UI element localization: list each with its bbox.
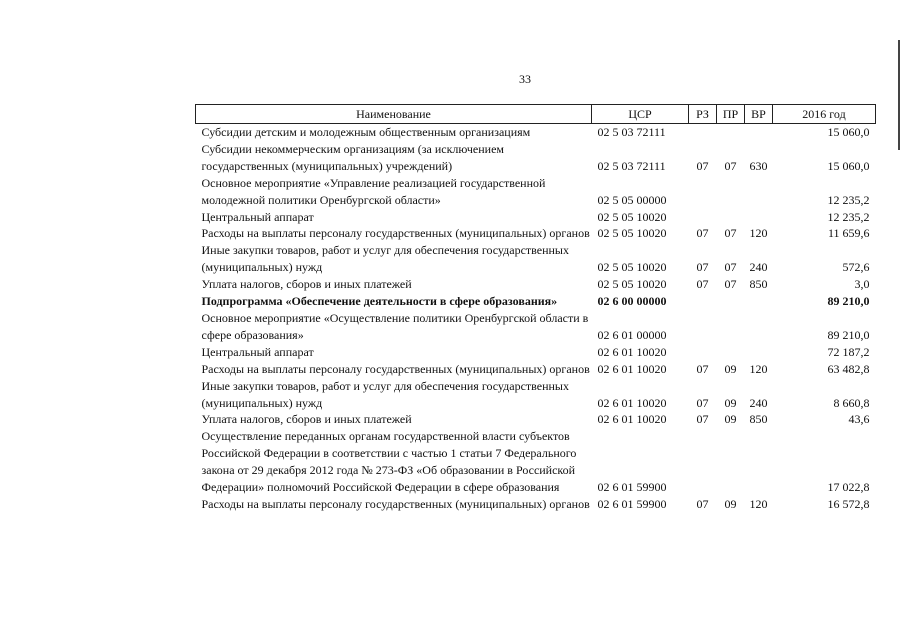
row-vr <box>745 293 773 310</box>
row-rz <box>689 428 717 496</box>
row-year: 8 660,8 <box>833 395 870 410</box>
table-row <box>196 242 876 276</box>
table-row <box>196 293 876 310</box>
row-year: 15 060,0 <box>827 158 870 173</box>
row-name: Расходы на выплаты персоналу государственных (муниципальных) органов <box>201 496 590 511</box>
row-pr: 07 <box>724 260 737 275</box>
row-year: 89 210,0 <box>827 327 870 342</box>
header-pr: ПР <box>717 105 745 124</box>
row-year: 11 659,6 <box>827 226 870 241</box>
row-name: Субсидии некоммерческим организациям (за исключением государственных (муниципальных) учреждений) <box>201 141 505 173</box>
row-vr: 120 <box>749 496 768 511</box>
row-year: 89 210,0 <box>827 294 870 309</box>
row-name: Иные закупки товаров, работ и услуг для обеспечения государственных (муниципальных) нужд <box>201 243 569 275</box>
row-name: Осуществление переданных органам государственной власти субъектов Российской Федерации в соответствии с частью 1 статьи 7 Федерального закона от 29 декабря 2012 года № 273-ФЗ «Об образовании в Российской Федерации» полномочий Российской Федерации в сфере образования <box>201 429 577 495</box>
row-pr: 09 <box>724 496 737 511</box>
table-row <box>196 141 876 175</box>
row-csr: 02 6 01 10020 <box>597 412 667 427</box>
row-vr: 850 <box>749 277 768 292</box>
row-year: 72 187,2 <box>827 344 870 359</box>
row-vr <box>745 428 773 496</box>
row-pr <box>717 175 745 209</box>
row-name: Центральный аппарат <box>201 344 314 359</box>
row-rz <box>689 175 717 209</box>
row-vr: 630 <box>749 158 768 173</box>
table-row <box>196 310 876 344</box>
row-csr: 02 6 01 10020 <box>597 344 667 359</box>
row-rz <box>689 310 717 344</box>
row-csr: 02 5 05 10020 <box>597 209 667 224</box>
row-csr: 02 6 01 59900 <box>597 496 667 511</box>
row-rz: 07 <box>696 260 709 275</box>
table-row <box>196 378 876 412</box>
row-vr <box>745 209 773 226</box>
row-rz <box>689 293 717 310</box>
row-csr: 02 5 03 72111 <box>597 125 666 139</box>
row-pr: 09 <box>724 395 737 410</box>
row-pr <box>717 344 745 361</box>
row-year: 12 235,2 <box>827 192 870 207</box>
header-csr: ЦСР <box>592 105 689 124</box>
row-vr: 120 <box>749 226 768 241</box>
table-row <box>196 361 876 378</box>
row-vr <box>745 175 773 209</box>
row-rz <box>689 209 717 226</box>
row-rz: 07 <box>696 496 709 511</box>
row-csr: 02 6 01 10020 <box>597 361 667 376</box>
row-year: 16 572,8 <box>827 496 870 511</box>
table-row <box>196 175 876 209</box>
page-number: 33 <box>519 72 531 86</box>
row-rz: 07 <box>696 412 709 427</box>
row-rz <box>689 344 717 361</box>
row-name: Подпрограмма «Обеспечение деятельности в сфере образования» <box>201 294 558 309</box>
row-vr: 850 <box>749 412 768 427</box>
row-vr: 120 <box>749 361 768 376</box>
row-pr <box>717 293 745 310</box>
row-rz: 07 <box>696 361 709 376</box>
row-csr: 02 5 03 72111 <box>597 158 666 173</box>
row-pr: 07 <box>724 226 737 241</box>
row-name: Уплата налогов, сборов и иных платежей <box>201 412 412 427</box>
table-header <box>196 105 876 124</box>
table-row <box>196 276 876 293</box>
table-row <box>196 496 876 513</box>
table-row <box>196 124 876 141</box>
header-vr: ВР <box>745 105 773 124</box>
row-csr: 02 6 01 00000 <box>597 327 667 342</box>
table-row <box>196 225 876 242</box>
row-pr <box>717 209 745 226</box>
header-name: Наименование <box>196 105 592 124</box>
header-rz: РЗ <box>689 105 717 124</box>
row-vr <box>745 124 773 141</box>
row-name: Иные закупки товаров, работ и услуг для обеспечения государственных (муниципальных) нужд <box>201 378 569 410</box>
row-pr: 09 <box>724 412 737 427</box>
header-row <box>196 105 876 124</box>
row-name: Расходы на выплаты персоналу государственных (муниципальных) органов <box>201 226 590 241</box>
table-row <box>196 411 876 428</box>
row-csr: 02 5 05 10020 <box>597 260 667 275</box>
row-vr: 240 <box>749 260 768 275</box>
row-rz: 07 <box>696 158 709 173</box>
table-row <box>196 428 876 496</box>
row-year: 572,6 <box>842 260 870 275</box>
table-row <box>196 344 876 361</box>
row-year: 3,0 <box>854 277 870 292</box>
row-csr: 02 6 00 00000 <box>597 294 667 309</box>
row-year: 43,6 <box>848 412 870 427</box>
row-rz <box>689 124 717 141</box>
scan-edge-mark <box>898 40 900 150</box>
row-pr <box>717 428 745 496</box>
row-pr: 07 <box>724 277 737 292</box>
row-csr: 02 5 05 10020 <box>597 226 667 241</box>
table-row <box>196 209 876 226</box>
row-csr: 02 5 05 10020 <box>597 277 667 292</box>
row-name: Расходы на выплаты персоналу государственных (муниципальных) органов <box>201 361 590 376</box>
row-vr: 240 <box>749 395 768 410</box>
row-year: 15 060,0 <box>827 125 870 139</box>
row-name: Основное мероприятие «Управление реализацией государственной молодежной политики Оренбургской области» <box>201 175 546 207</box>
row-csr: 02 6 01 59900 <box>597 480 667 495</box>
row-pr: 09 <box>724 361 737 376</box>
row-year: 17 022,8 <box>827 480 870 495</box>
row-name: Уплата налогов, сборов и иных платежей <box>201 277 412 292</box>
budget-table <box>195 104 876 513</box>
row-name: Основное мероприятие «Осуществление политики Оренбургской области в сфере образования» <box>201 310 589 342</box>
header-year: 2016 год <box>773 105 876 124</box>
row-rz: 07 <box>696 395 709 410</box>
row-year: 12 235,2 <box>827 209 870 224</box>
row-rz: 07 <box>696 277 709 292</box>
row-pr <box>717 310 745 344</box>
row-csr: 02 5 05 00000 <box>597 192 667 207</box>
row-year: 63 482,8 <box>827 361 870 376</box>
row-vr <box>745 344 773 361</box>
row-rz: 07 <box>696 226 709 241</box>
row-pr: 07 <box>724 158 737 173</box>
row-name: Субсидии детским и молодежным общественным организациям <box>201 125 531 139</box>
row-name: Центральный аппарат <box>201 209 314 224</box>
row-pr <box>717 124 745 141</box>
row-csr: 02 6 01 10020 <box>597 395 667 410</box>
table-body <box>196 124 876 513</box>
row-vr <box>745 310 773 344</box>
